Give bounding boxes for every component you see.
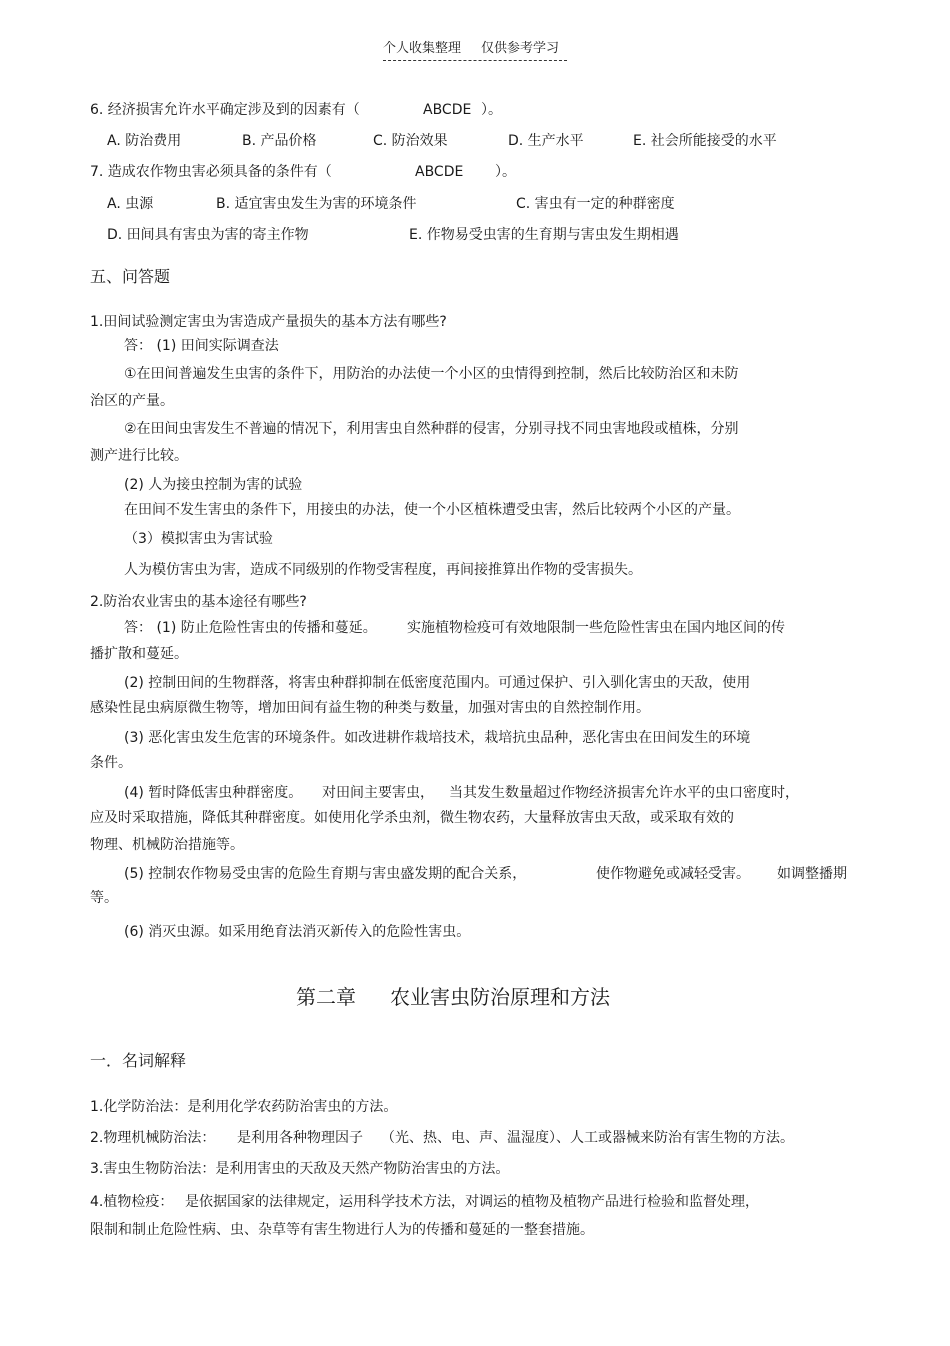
q2-a5-line2: 等。	[90, 890, 118, 906]
header-right-text: 仅供参考学习	[481, 41, 560, 56]
q1-p1-line1: ①在田间普遍发生虫害的条件下，用防治的办法使一个小区的虫情得到控制，然后比较防治区和未防	[124, 366, 739, 382]
term-4-line2: 限制和制止危险性病、虫、杂草等有害生物进行人为的传播和蔓延的一整套措施。	[90, 1222, 594, 1238]
q2-a4-part2: 对田间主要害虫，	[322, 785, 434, 801]
q2-a3-line1: (3) 恶化害虫发生危害的环境条件。如改进耕作栽培技术，栽培抗虫品种，恶化害虫在田间发生的环境	[124, 730, 751, 746]
header-left-text: 个人收集整理	[383, 41, 462, 56]
q7-option-d: D. 田间具有害虫为害的寄主作物	[107, 227, 309, 243]
q2-a5-part3: 如调整播期	[777, 866, 847, 882]
q1-p1-line2: 治区的产量。	[90, 393, 174, 409]
term-4-part2: 是依据国家的法律规定，运用科学技术方法，对调运的植物及植物产品进行检验和监督处理，	[185, 1194, 759, 1210]
q2-a5-part1: (5) 控制农作物易受虫害的危险生育期与害虫盛发期的配合关系，	[124, 866, 527, 882]
q1-s3-text: 人为模仿害虫为害，造成不同级别的作物受害程度，再间接推算出作物的受害损失。	[124, 562, 642, 578]
chapter-label: 第二章	[296, 985, 356, 1009]
q6-option-d: D. 生产水平	[508, 133, 584, 149]
q6-option-a: A. 防治费用	[107, 133, 182, 149]
section5-title: 五、问答题	[90, 267, 171, 286]
term-2-part3: （光、热、电、声、温湿度）、人工或器械来防治有害生物的方法。	[381, 1130, 794, 1146]
q1-question: 1.田间试验测定害虫为害造成产量损失的基本方法有哪些?	[90, 314, 447, 330]
q2-a3-line2: 条件。	[90, 755, 132, 771]
page-header	[383, 40, 567, 61]
q2-a4-line2: 应及时采取措施，降低其种群密度。如使用化学杀虫剂，微生物农药，大量释放害虫天敌，或采取有效的	[90, 810, 734, 826]
q2-a4-part3: 当其发生数量超过作物经济损害允许水平的虫口密度时，	[449, 785, 799, 801]
q2-a4-line3: 物理、机械防治措施等。	[90, 837, 244, 853]
q2-a5-part2: 使作物避免或减轻受害。	[596, 866, 750, 882]
q7-option-a: A. 虫源	[107, 196, 154, 212]
q1-p2-line2: 测产进行比较。	[90, 448, 188, 464]
q1-p2-line1: ②在田间虫害发生不普遍的情况下，利用害虫自然种群的侵害，分别寻找不同虫害地段或植株，分别	[124, 421, 739, 437]
chapter2-section1-title: 一．名词解释	[90, 1051, 187, 1070]
q2-a2-line2: 感染性昆虫病原微生物等，增加田间有益生物的种类与数量，加强对害虫的自然控制作用。	[90, 700, 650, 716]
q2-a1-part1: 答： (1) 防止危险性害虫的传播和蔓延。	[124, 620, 377, 636]
q6-answer: ABCDE	[423, 102, 472, 118]
q2-question: 2.防治农业害虫的基本途径有哪些?	[90, 594, 307, 610]
q2-a4-part1: (4) 暂时降低害虫种群密度。	[124, 785, 303, 801]
q2-a1-part2: 实施植物检疫可有效地限制一些危险性害虫在国内地区间的传	[407, 620, 785, 636]
term-2-part1: 2.物理机械防治法：	[90, 1130, 216, 1146]
term-4-part1: 4.植物检疫：	[90, 1194, 174, 1210]
q1-s2-text: 在田间不发生害虫的条件下，用接虫的办法，使一个小区植株遭受虫害，然后比较两个小区的产量。	[124, 502, 740, 518]
q7-close: ）。	[495, 164, 516, 180]
q7-option-b: B. 适宜害虫发生为害的环境条件	[216, 196, 417, 212]
q2-a6: (6) 消灭虫源。如采用绝育法消灭新传入的危险性害虫。	[124, 924, 471, 940]
q6-option-c: C. 防治效果	[373, 133, 448, 149]
chapter-title: 农业害虫防治原理和方法	[390, 985, 610, 1009]
q2-a2-line1: (2) 控制田间的生物群落，将害虫种群抑制在低密度范围内。可通过保护、引入驯化害虫的天敌，使用	[124, 675, 751, 691]
q1-s2-title: (2) 人为接虫控制为害的试验	[124, 477, 303, 493]
q7-option-e: E. 作物易受虫害的生育期与害虫发生期相遇	[409, 227, 679, 243]
q2-a1-line2: 播扩散和蔓延。	[90, 646, 188, 662]
term-3: 3.害虫生物防治法：是利用害虫的天敌及天然产物防治害虫的方法。	[90, 1161, 510, 1177]
q7-answer: ABCDE	[415, 164, 464, 180]
term-1: 1.化学防治法：是利用化学农药防治害虫的方法。	[90, 1099, 398, 1115]
q7-stem: 7. 造成农作物虫害必须具备的条件有（	[90, 164, 332, 180]
q6-close: ）。	[481, 102, 502, 118]
q1-answer-label: 答： (1) 田间实际调查法	[124, 338, 279, 354]
term-2-part2: 是利用各种物理因子	[237, 1130, 363, 1146]
q6-option-e: E. 社会所能接受的水平	[633, 133, 777, 149]
q6-option-b: B. 产品价格	[242, 133, 317, 149]
q7-option-c: C. 害虫有一定的种群密度	[516, 196, 675, 212]
q1-s3-title: （3）模拟害虫为害试验	[124, 531, 273, 547]
q6-stem: 6. 经济损害允许水平确定涉及到的因素有（	[90, 102, 360, 118]
